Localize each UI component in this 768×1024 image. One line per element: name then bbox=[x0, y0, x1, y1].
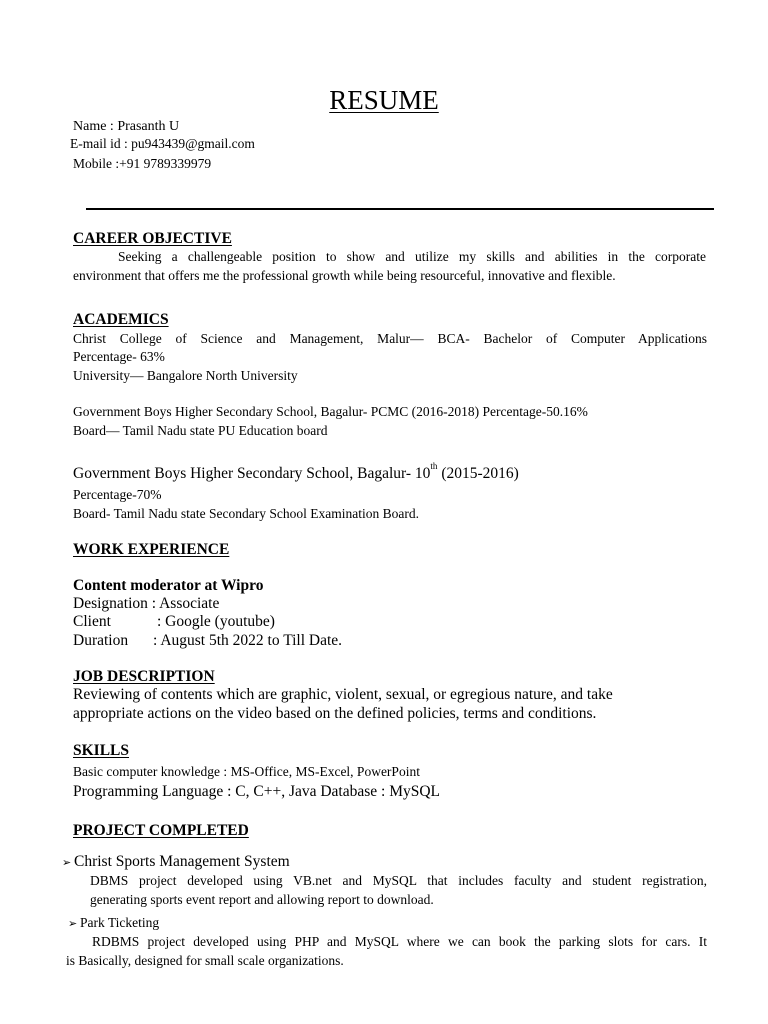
contact-name: Name : Prasanth U bbox=[73, 119, 180, 134]
project-item bbox=[68, 914, 159, 933]
skills-basic: Basic computer knowledge : MS-Office, MS-Excel, PowerPoint bbox=[73, 764, 420, 779]
work-role: Content moderator at Wipro bbox=[73, 577, 264, 594]
project-name: Christ Sports Management System bbox=[74, 853, 290, 870]
work-experience-heading: WORK EXPERIENCE bbox=[73, 541, 230, 558]
arrow-bullet-icon: ➢ bbox=[62, 857, 72, 869]
skills-heading: SKILLS bbox=[73, 742, 130, 759]
sslc-superscript: th bbox=[430, 460, 438, 471]
resume-title: RESUME bbox=[329, 85, 439, 115]
contact-email: E-mail id : pu943439@gmail.com bbox=[70, 136, 255, 151]
page-title bbox=[0, 84, 768, 116]
academics-heading: ACADEMICS bbox=[73, 311, 169, 328]
skills-programming: Programming Language : C, C++, Java Database : MySQL bbox=[73, 783, 441, 800]
work-client bbox=[73, 612, 275, 631]
sslc-school: Government Boys Higher Secondary School, Bagalur- 10 bbox=[73, 465, 431, 482]
hss-line: Government Boys Higher Secondary School, Bagalur- PCMC (2016-2018) Percentage-50.16% bbox=[73, 404, 588, 419]
career-objective-line2: environment that offers me the professional growth while being resourceful, innovative and flexible. bbox=[73, 268, 616, 283]
client-label: Client bbox=[73, 613, 111, 630]
project-desc-line1: RDBMS project developed using PHP and MySQL where we can book the parking slots for cars. It bbox=[92, 934, 707, 949]
career-objective-heading: CAREER OBJECTIVE bbox=[73, 230, 232, 247]
sslc-board: Board- Tamil Nadu state Secondary School Examination Board. bbox=[73, 506, 419, 521]
project-completed-heading: PROJECT COMPLETED bbox=[73, 822, 249, 839]
job-description-line1: Reviewing of contents which are graphic, violent, sexual, or egregious nature, and take bbox=[73, 686, 613, 703]
sslc-years: (2015-2016) bbox=[437, 465, 519, 482]
project-desc-line2: generating sports event report and allowing report to download. bbox=[90, 892, 434, 907]
client-value: : Google (youtube) bbox=[157, 613, 275, 630]
sslc-percentage: Percentage-70% bbox=[73, 487, 162, 502]
work-duration bbox=[73, 631, 342, 650]
divider-rule bbox=[86, 208, 714, 210]
hss-board: Board— Tamil Nadu state PU Education board bbox=[73, 423, 328, 438]
career-objective-line1: Seeking a challengeable position to show and utilize my skills and abilities in the corporate bbox=[118, 249, 706, 264]
college-line: Christ College of Science and Management, Malur— BCA- Bachelor of Computer Applications bbox=[73, 331, 707, 346]
job-description-line2: appropriate actions on the video based on the defined policies, terms and conditions. bbox=[73, 705, 597, 722]
duration-label: Duration bbox=[73, 632, 129, 649]
project-name: Park Ticketing bbox=[80, 915, 160, 930]
project-desc-line1: DBMS project developed using VB.net and MySQL that includes faculty and student registration, bbox=[90, 873, 707, 888]
arrow-bullet-icon: ➢ bbox=[68, 918, 78, 930]
university-line: University— Bangalore North University bbox=[73, 368, 298, 383]
duration-value: : August 5th 2022 to Till Date. bbox=[153, 632, 343, 649]
project-desc-line2: is Basically, designed for small scale organizations. bbox=[66, 953, 344, 968]
job-description-heading: JOB DESCRIPTION bbox=[73, 668, 215, 685]
project-item bbox=[62, 852, 290, 873]
work-designation: Designation : Associate bbox=[73, 595, 220, 612]
college-percentage: Percentage- 63% bbox=[73, 349, 165, 364]
sslc-line bbox=[73, 460, 519, 483]
contact-mobile: Mobile :+91 9789339979 bbox=[73, 156, 212, 171]
